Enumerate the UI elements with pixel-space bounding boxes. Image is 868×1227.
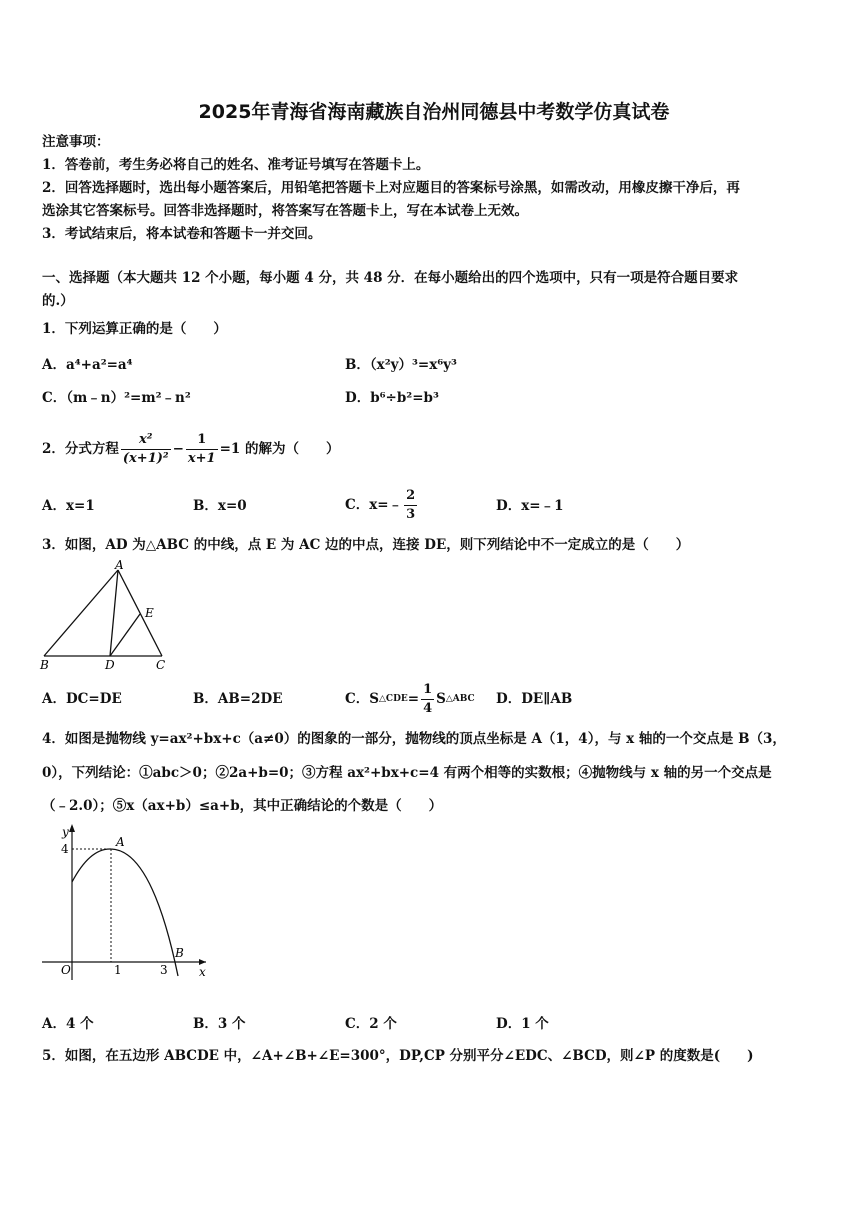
segment-ab <box>44 570 118 656</box>
q5-stem: 5．如图，在五边形 ABCDE 中，∠A+∠B+∠E=300°，DP,CP 分别平分∠EDC、∠BCD，则∠P 的度数是( ) <box>42 1048 754 1064</box>
q2-option-c <box>345 482 419 528</box>
q3-c-s2: S <box>436 691 446 707</box>
q2-option-b: B．x=0 <box>193 498 247 514</box>
q2-option-c-pre: C．x=﹣ <box>345 497 403 513</box>
q4-option-d: D．1 个 <box>496 1016 549 1032</box>
q4-stem-line-1: 4．如图是抛物线 y=ax²+bx+c（a≠0）的图象的一部分，抛物线的顶点坐标是 A（1，4），与 x 轴的一个交点是 B（3， <box>42 731 786 747</box>
q3-option-b: B．AB=2DE <box>193 691 283 707</box>
q2-option-a: A．x=1 <box>42 498 95 514</box>
label-c: C <box>156 658 166 672</box>
q2-c-num: 2 <box>404 487 417 506</box>
q2-minus: − <box>172 441 184 457</box>
q3-option-a: A．DC=DE <box>42 691 122 707</box>
label-x: x <box>199 965 206 979</box>
q2-stem-pre: 2．分式方程 <box>42 441 119 457</box>
notice-item-1: 1．答卷前，考生务必将自己的姓名、准考证号填写在答题卡上。 <box>42 157 430 173</box>
q4-option-b: B．3 个 <box>193 1016 246 1032</box>
q3-triangle-figure <box>38 558 178 674</box>
q3-c-sub-2: △ABC <box>445 694 475 704</box>
label-d: D <box>105 658 115 672</box>
segment-ac <box>118 570 162 656</box>
q4-stem-line-2: 0），下列结论：①abc＞0；②2a+b=0；③方程 ax²+bx+c=4 有两个相等的实数根；④抛物线与 x 轴的另一个交点是 <box>42 765 772 781</box>
parabola-curve <box>72 849 178 976</box>
label-a: A <box>115 558 124 572</box>
q3-option-c-fraction <box>421 681 434 718</box>
label-b: B <box>175 946 184 960</box>
page-title: 2025年青海省海南藏族自治州同德县中考数学仿真试卷 <box>198 101 670 123</box>
q1-option-a: A．a⁴+a²=a⁴ <box>42 357 133 373</box>
q4-stem-line-3: （﹣2.0）；⑤x（ax+b）≤a+b，其中正确结论的个数是（ ） <box>42 798 443 814</box>
q2-f1-den: (x+1)² <box>122 450 169 466</box>
q1-option-b: B．（x²y）³=x⁶y³ <box>345 357 457 373</box>
q4-parabola-figure <box>38 820 213 980</box>
label-e: E <box>145 606 154 620</box>
section-heading: 一、选择题（本大题共 12 个小题，每小题 4 分，共 48 分．在每小题给出的四个选项中，只有一项是符合题目要求 <box>42 270 739 286</box>
q4-option-c: C．2 个 <box>345 1016 397 1032</box>
label-b: B <box>40 658 49 672</box>
q2-f1-num: x² <box>121 431 171 450</box>
q3-option-d: D．DE∥AB <box>496 691 573 707</box>
q2-f2-num: 1 <box>186 431 218 450</box>
section-heading-cont: 的.） <box>42 293 74 309</box>
q1-stem: 1．下列运算正确的是（ ） <box>42 321 227 337</box>
segment-ad <box>110 570 118 656</box>
q3-c-num: 1 <box>421 681 434 700</box>
tick-3: 3 <box>160 963 168 977</box>
notice-item-2: 2．回答选择题时，选出每小题答案后，用铅笔把答题卡上对应题目的答案标号涂黑，如需改动，用橡皮擦干净后，再 <box>42 180 740 196</box>
label-a: A <box>116 835 125 849</box>
tick-4: 4 <box>61 842 69 856</box>
q3-c-den: 4 <box>423 700 433 716</box>
q2-fraction-2 <box>186 431 218 468</box>
q3-c-sub-1: △CDE <box>379 694 408 704</box>
q3-option-c <box>345 676 475 722</box>
q3-c-eq: = <box>407 691 420 707</box>
q2-stem-post: =1 的解为（ ） <box>219 441 340 457</box>
q4-option-a: A．4 个 <box>42 1016 94 1032</box>
q2-f2-den: x+1 <box>187 450 216 466</box>
notice-item-3: 3．考试结束后，将本试卷和答题卡一并交回。 <box>42 226 322 242</box>
q2-stem <box>42 424 340 474</box>
notice-heading: 注意事项： <box>42 134 110 150</box>
notice-item-2-cont: 选涂其它答案标号。回答非选择题时，将答案写在答题卡上，写在本试卷上无效。 <box>42 203 528 219</box>
q2-fraction-1 <box>121 431 171 468</box>
y-axis-arrow <box>69 824 75 832</box>
q2-c-den: 3 <box>406 506 416 522</box>
q1-option-d: D．b⁶÷b²=b³ <box>345 390 439 406</box>
q2-option-c-fraction <box>404 487 417 524</box>
label-o: O <box>61 963 71 977</box>
segment-de <box>110 614 140 656</box>
q3-option-c-pre: C．S <box>345 691 379 707</box>
q1-option-c: C．（m﹣n）²=m²﹣n² <box>42 390 191 406</box>
tick-1: 1 <box>114 963 122 977</box>
q2-option-d: D．x=﹣1 <box>496 498 564 514</box>
q3-stem: 3．如图，AD 为△ABC 的中线，点 E 为 AC 边的中点，连接 DE，则下列结论中不一定成立的是（ ） <box>42 537 690 553</box>
label-y: y <box>62 825 69 839</box>
